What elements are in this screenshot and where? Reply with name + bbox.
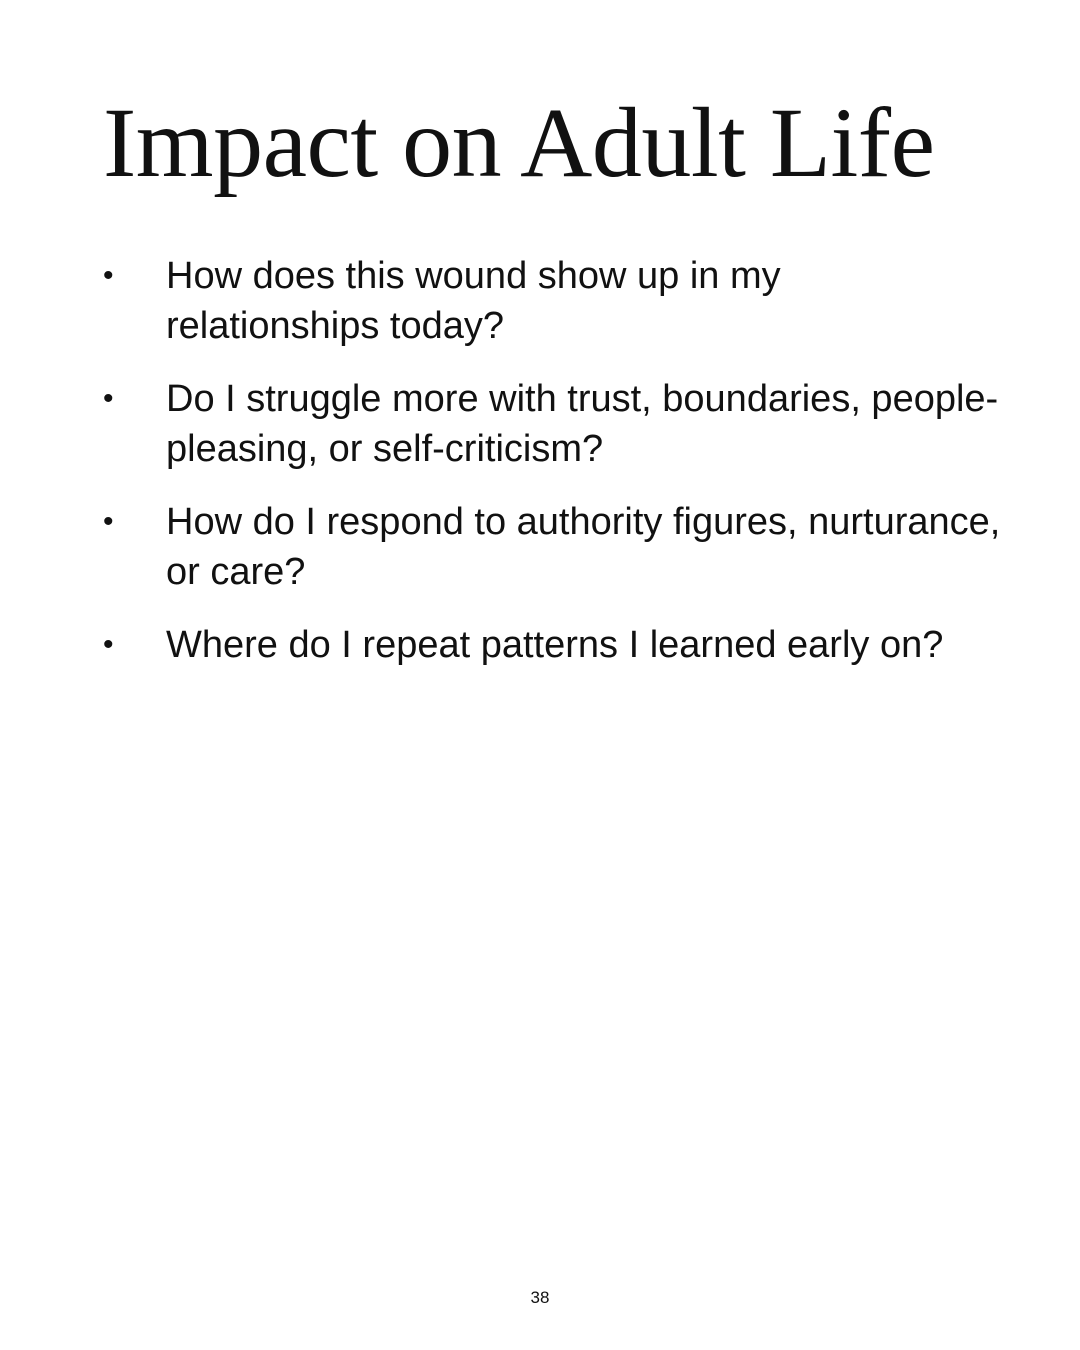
bullet-icon: •: [103, 259, 114, 292]
list-item: [103, 497, 1003, 597]
reflection-question-list: [103, 251, 1003, 693]
bullet-icon: •: [103, 382, 114, 415]
list-item-text: How does this wound show up in my relationships today?: [166, 255, 781, 347]
list-item-text: How do I respond to authority figures, nurturance, or care?: [166, 501, 1001, 593]
list-item: [103, 374, 1003, 474]
list-item-text: Do I struggle more with trust, boundaries, people-pleasing, or self-criticism?: [166, 378, 999, 470]
list-item-text: Where do I repeat patterns I learned early on?: [166, 624, 944, 666]
bullet-icon: •: [103, 505, 114, 538]
bullet-icon: •: [103, 628, 114, 661]
list-item: [103, 251, 1003, 351]
page-title: Impact on Adult Life: [103, 87, 935, 198]
page-number: 38: [530, 1288, 550, 1307]
list-item: [103, 620, 1003, 670]
